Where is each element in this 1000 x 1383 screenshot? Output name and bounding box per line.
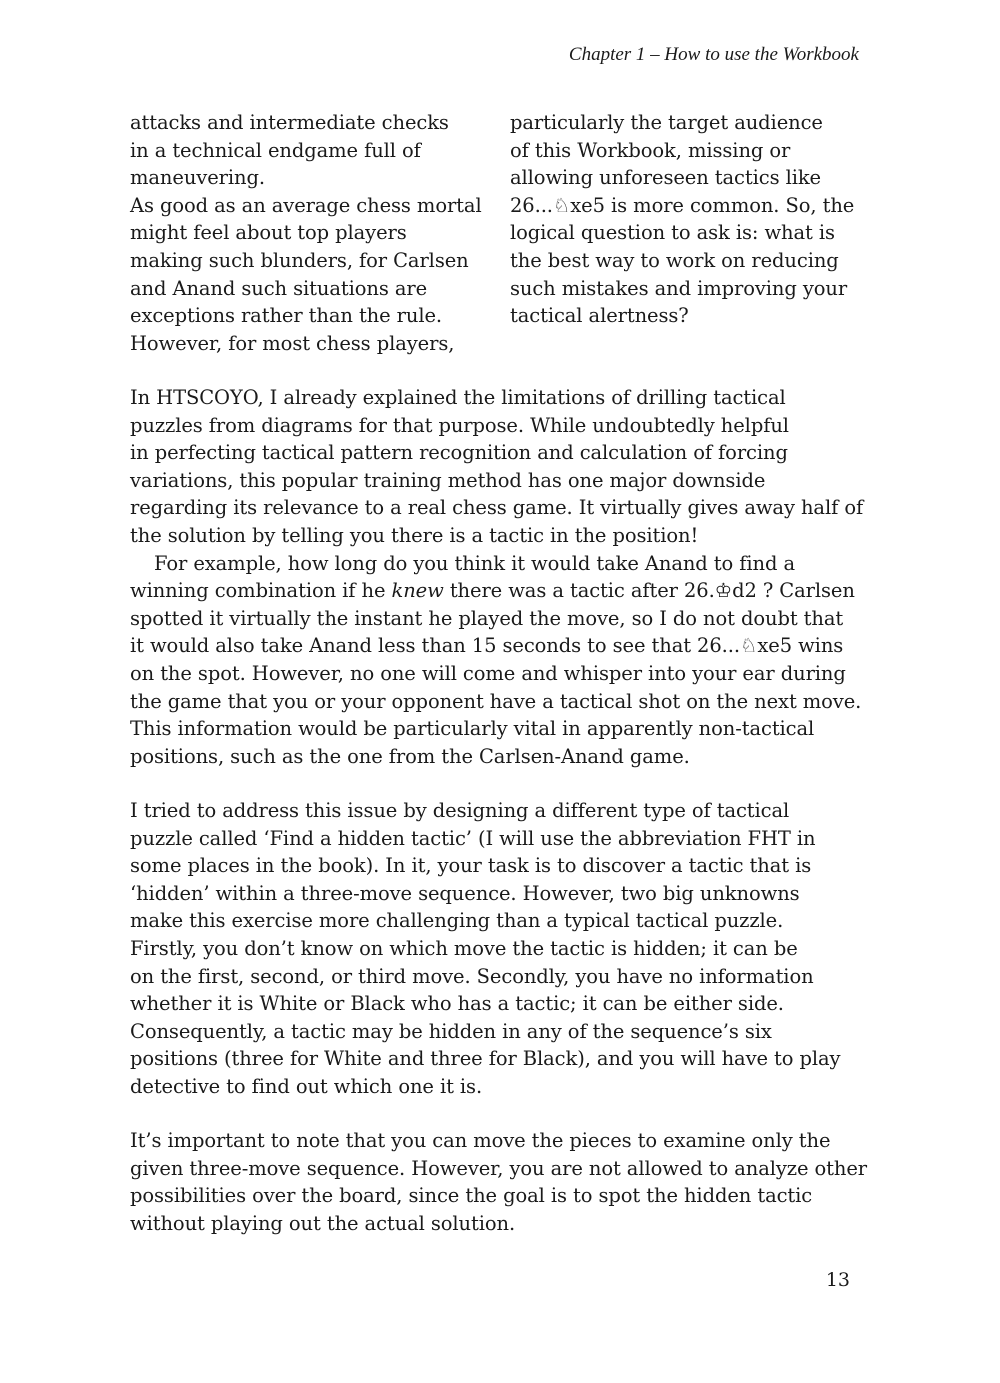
text-line: in a technical endgame full of xyxy=(130,138,421,162)
text-line: positions, such as the one from the Carlsen-Anand game. xyxy=(130,744,690,768)
text-span: winning combination if he xyxy=(130,579,392,603)
text-line: without playing out the actual solution. xyxy=(130,1211,516,1235)
text-line: on the first, second, or third move. Secondly, you have no information xyxy=(130,964,814,988)
text-line: attacks and intermediate checks xyxy=(130,111,449,134)
text-line: 26...♘xe5 is more common. So, the xyxy=(510,193,855,217)
text-line: in perfecting tactical pattern recognition and calculation of forcing xyxy=(130,441,788,465)
text-line: logical question to ask is: what is xyxy=(510,221,835,245)
text-line: particularly the target audience xyxy=(510,111,823,134)
running-head: Chapter 1 – How to use the Workbook xyxy=(568,44,859,65)
emphasis-knew: knew xyxy=(391,579,444,603)
text-line: In HTSCOYO, I already explained the limitations of drilling tactical xyxy=(130,386,786,409)
text-line: possibilities over the board, since the goal is to spot the hidden tactic xyxy=(130,1184,813,1208)
text-line: exceptions rather than the rule. xyxy=(130,304,443,328)
right-column xyxy=(510,109,854,330)
text-line: make this exercise more challenging than a typical tactical puzzle. xyxy=(130,909,784,933)
text-line: variations, this popular training method has one major downside xyxy=(130,468,766,492)
text-line: might feel about top players xyxy=(130,221,407,245)
text-line: puzzle called ‘Find a hidden tactic’ (I will use the abbreviation FHT in xyxy=(130,826,816,850)
text-span: there was a tactic after 26.♔d2 ? Carlsen xyxy=(443,579,855,603)
text-line: detective to find out which one it is. xyxy=(130,1074,483,1098)
text-line: However, for most chess players, xyxy=(130,331,455,355)
text-line: For example, how long do you think it would take Anand to find a xyxy=(154,551,795,575)
text-line: Firstly, you don’t know on which move the tactic is hidden; it can be xyxy=(130,936,798,960)
text-line: tactical alertness? xyxy=(510,304,689,328)
text-line xyxy=(130,577,870,605)
text-line: allowing unforeseen tactics like xyxy=(510,166,821,190)
text-line: given three-move sequence. However, you are not allowed to analyze other xyxy=(130,1156,867,1180)
text-line: maneuvering. xyxy=(130,166,265,190)
text-line: I tried to address this issue by designing a different type of tactical xyxy=(130,799,790,822)
text-line: it would also take Anand less than 15 seconds to see that 26...♘xe5 wins xyxy=(130,634,844,658)
text-line: It’s important to note that you can move the pieces to examine only the xyxy=(130,1129,831,1152)
text-line: the solution by telling you there is a tactic in the position! xyxy=(130,523,699,547)
text-line: of this Workbook, missing or xyxy=(510,138,791,162)
page-number: 13 xyxy=(825,1269,850,1291)
paragraph-hidden-tactic xyxy=(130,797,870,1101)
text-line: This information would be particularly vital in apparently non-tactical xyxy=(130,717,815,741)
paragraph-htscoyo xyxy=(130,384,870,550)
text-line: puzzles from diagrams for that purpose. While undoubtedly helpful xyxy=(130,413,789,437)
text-line: the best way to work on reducing xyxy=(510,248,839,272)
paragraph-for-example xyxy=(130,550,870,771)
text-line: such mistakes and improving your xyxy=(510,276,848,300)
text-line: positions (three for White and three for Black), and you will have to play xyxy=(130,1047,841,1071)
text-line: some places in the book). In it, your task is to discover a tactic that is xyxy=(130,854,812,878)
paragraph-important-note xyxy=(130,1127,870,1237)
text-line: As good as an average chess mortal xyxy=(130,193,482,217)
text-line: ‘hidden’ within a three-move sequence. However, two big unknowns xyxy=(130,881,800,905)
text-line: on the spot. However, no one will come and whisper into your ear during xyxy=(130,661,846,685)
text-line: spotted it virtually the instant he played the move, so I do not doubt that xyxy=(130,606,844,630)
text-line: and Anand such situations are xyxy=(130,276,428,300)
text-line: making such blunders, for Carlsen xyxy=(130,248,469,272)
text-line: whether it is White or Black who has a tactic; it can be either side. xyxy=(130,992,784,1016)
text-line: Consequently, a tactic may be hidden in any of the sequence’s six xyxy=(130,1019,772,1043)
left-column xyxy=(130,109,482,357)
text-line: regarding its relevance to a real chess game. It virtually gives away half of xyxy=(130,496,864,520)
text-line: the game that you or your opponent have a tactical shot on the next move. xyxy=(130,689,862,713)
